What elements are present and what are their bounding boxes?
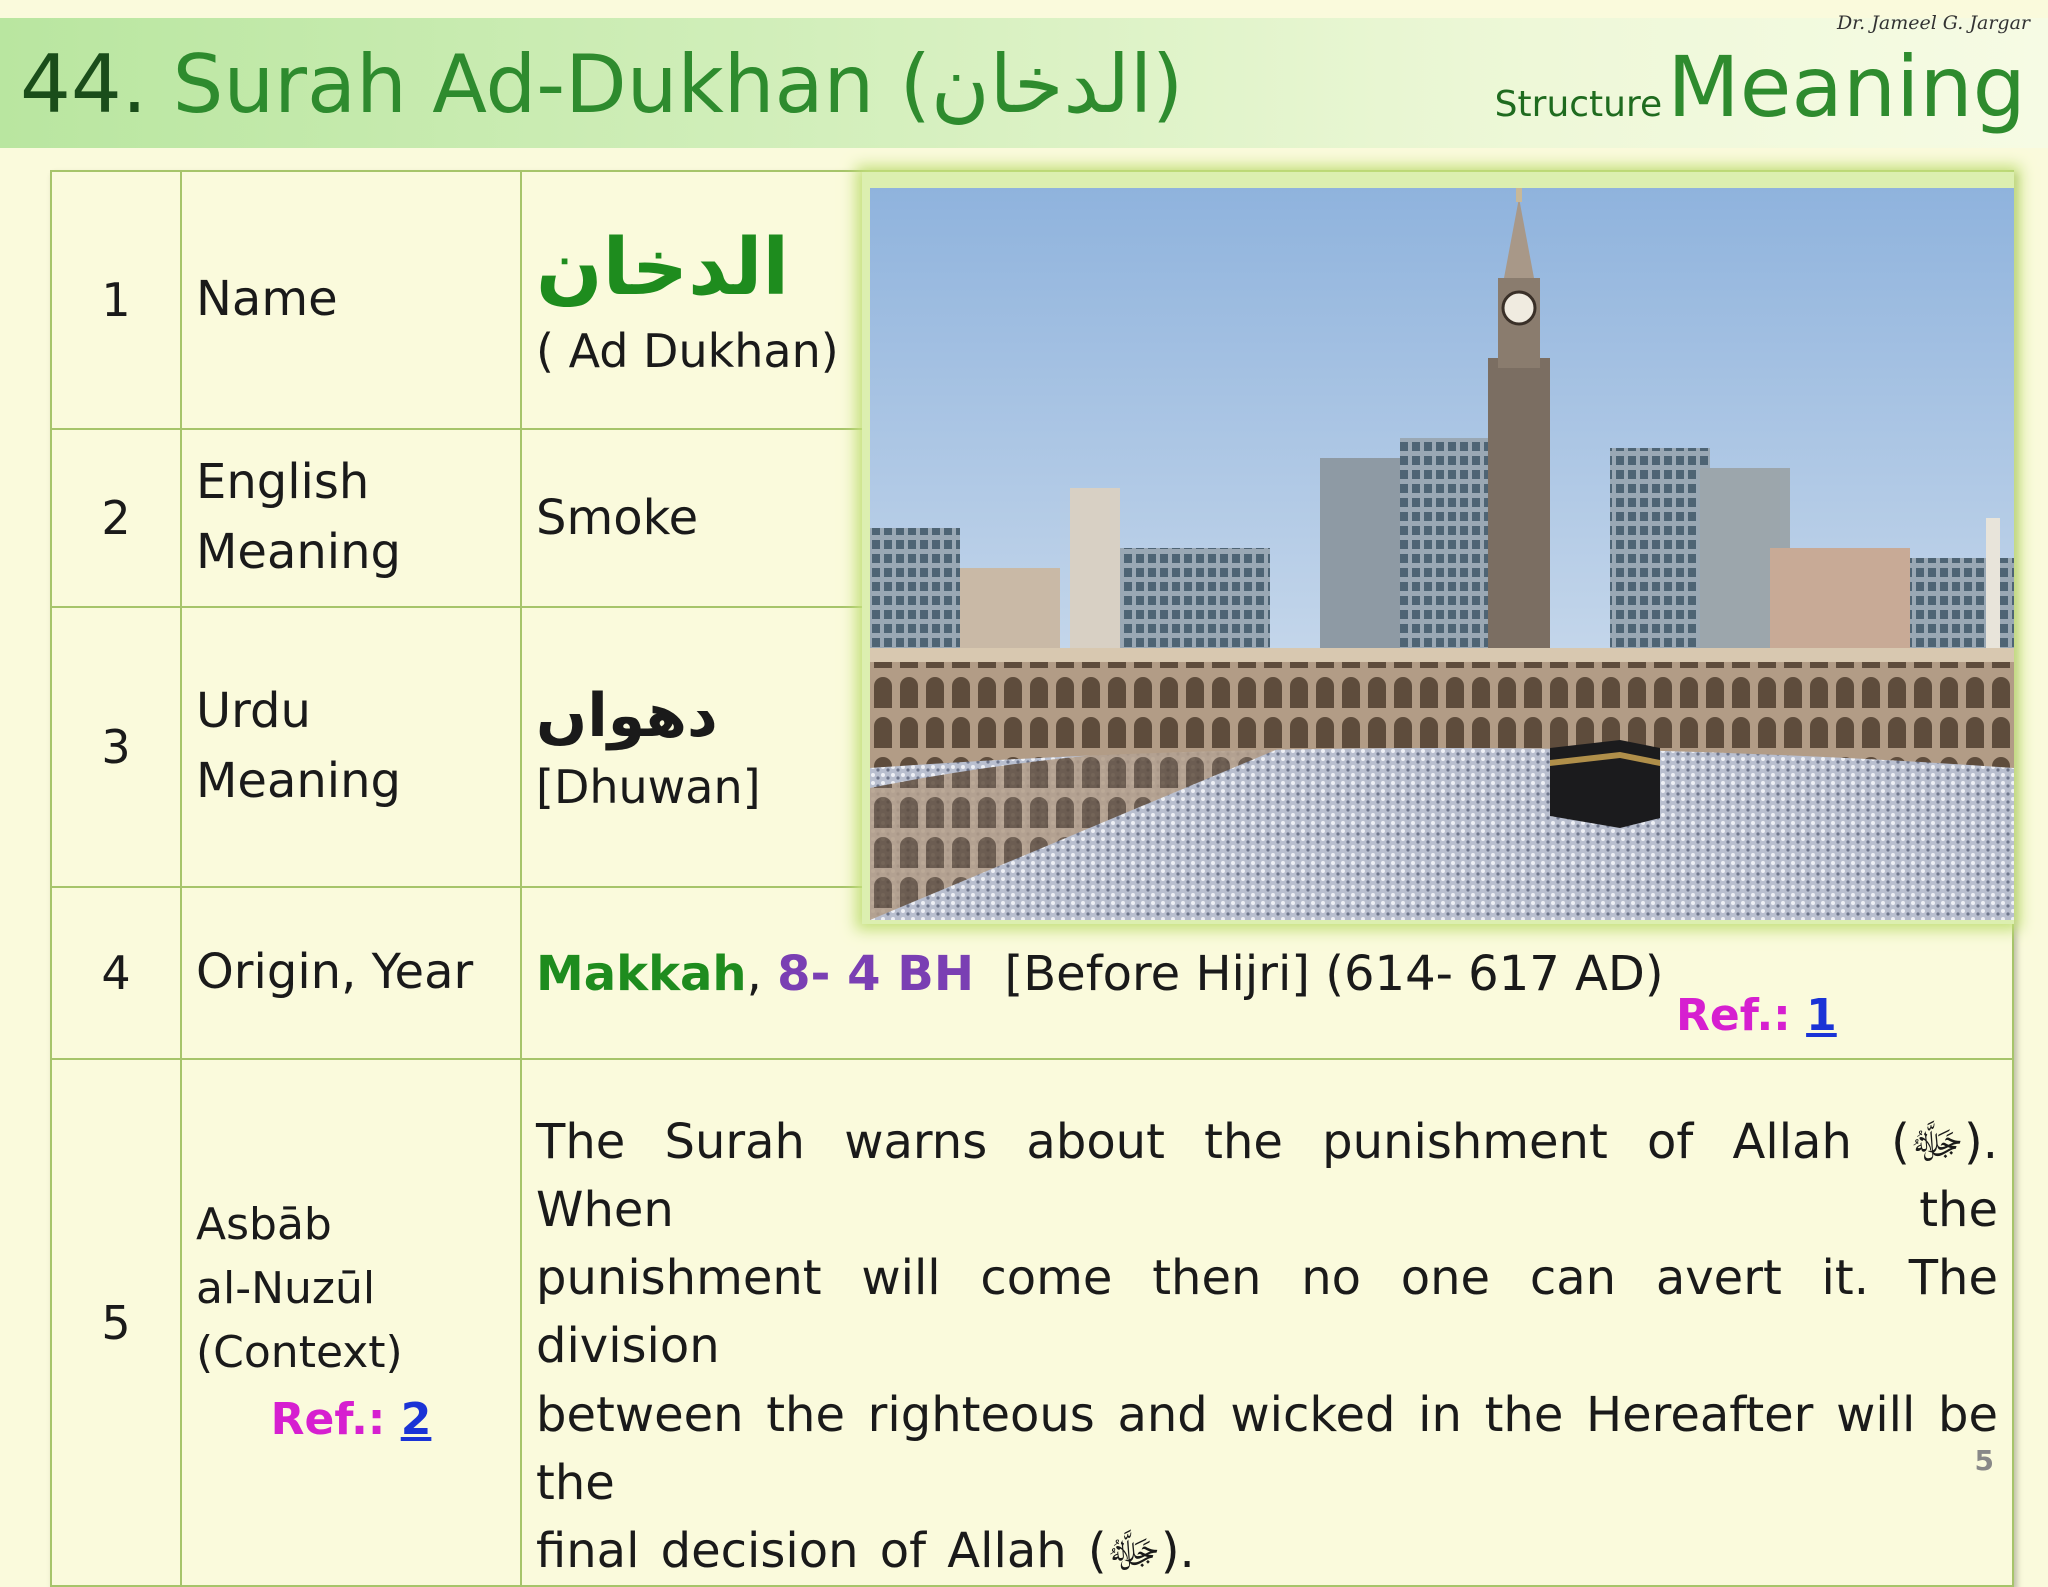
slide-title	[20, 38, 1183, 131]
row-label-context	[181, 1059, 521, 1586]
surah-title-text: Surah Ad-Dukhan (الدخان)	[172, 38, 1184, 131]
page-number: 5	[1974, 1444, 1994, 1477]
arcade-roof	[870, 648, 2014, 662]
row-label-origin-year: Origin, Year	[181, 887, 521, 1059]
origin-place: Makkah	[536, 946, 747, 1002]
label-line: Urdu	[196, 683, 311, 740]
row-label-urdu-meaning	[181, 607, 521, 887]
surah-number: 44.	[20, 38, 148, 131]
subtitle-meaning: Meaning	[1667, 38, 2026, 136]
arabic-name: الدخان	[536, 223, 790, 314]
label-line: Meaning	[196, 753, 402, 809]
origin-years: 8- 4 BH	[777, 946, 974, 1002]
row-value-context	[521, 1059, 2013, 1586]
row-number: 2	[51, 429, 181, 607]
ref-label: Ref.:	[1676, 990, 1791, 1041]
label-line: Asbāb	[196, 1198, 332, 1250]
ref-label: Ref.:	[270, 1394, 386, 1446]
ref-link-2[interactable]: 2	[400, 1394, 432, 1446]
table-row-context	[51, 1059, 2013, 1586]
context-line: punishment will come then no one can avert it. The division	[536, 1250, 1998, 1375]
row-number: 4	[51, 887, 181, 1059]
label-line: Meaning	[196, 524, 402, 580]
comma: ,	[746, 946, 762, 1002]
row-label-name: Name	[181, 171, 521, 429]
subtitle-structure: Structure	[1494, 84, 1663, 125]
origin-detail: [Before Hijri] (614- 617 AD)	[1004, 946, 1664, 1002]
context-paragraph	[536, 1108, 1998, 1585]
ref-link-1[interactable]: 1	[1806, 990, 1837, 1041]
context-line: The Surah warns about the punishment of Allah (ﷻ). When the	[536, 1114, 1998, 1239]
kaaba-icon	[1550, 740, 1660, 828]
context-line: final decision of Allah (ﷻ).	[536, 1522, 1195, 1579]
slide-subtitle	[1495, 38, 2026, 136]
row-number: 1	[51, 171, 181, 429]
urdu-transliteration: [Dhuwan]	[536, 760, 761, 814]
row-number: 3	[51, 607, 181, 887]
transliteration: ( Ad Dukhan)	[536, 323, 839, 378]
context-line: between the righteous and wicked in the Hereafter will be the	[536, 1386, 1998, 1511]
context-reference	[196, 1388, 506, 1452]
label-line: English	[196, 454, 370, 511]
row-number: 5	[51, 1059, 181, 1586]
makkah-photo	[870, 188, 2014, 920]
author-credit: Dr. Jameel G. Jargar	[1836, 12, 2030, 34]
origin-reference	[1676, 990, 1837, 1041]
urdu-word: دھواں	[536, 681, 718, 751]
row-value-english-meaning: Smoke	[521, 429, 2013, 607]
row-label-english-meaning	[181, 429, 521, 607]
label-line: al-Nuzūl	[196, 1262, 376, 1314]
label-line: (Context)	[196, 1326, 403, 1378]
